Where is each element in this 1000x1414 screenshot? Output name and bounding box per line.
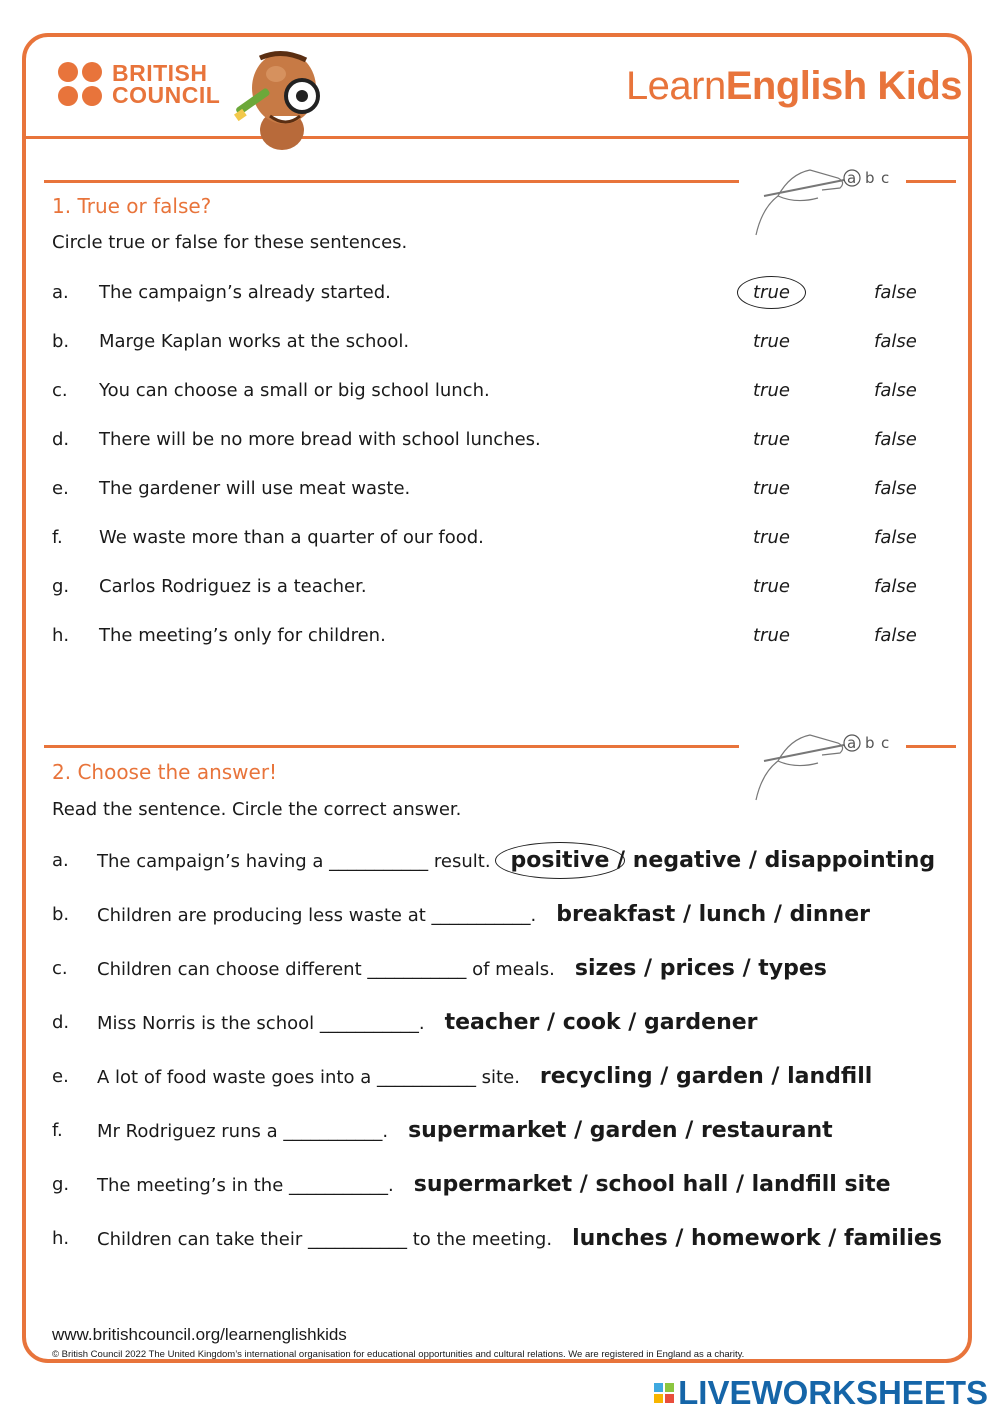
answer-option[interactable]: restaurant [700,1118,833,1143]
hand-letter-a: a [847,734,857,752]
item-sentence: Mr Rodriguez runs a ___________. [97,1121,389,1142]
british-council-dots-icon [58,62,102,106]
item-letter: e. [52,478,69,499]
answer-option[interactable]: homework [691,1226,821,1251]
writing-hand-icon [748,160,906,240]
option-true[interactable]: true [753,527,790,548]
learnenglish-kids-logo [626,64,962,109]
logo-line-2: COUNCIL [112,82,221,108]
item-letter: g. [52,1174,70,1195]
footer-url[interactable]: www.britishcouncil.org/learnenglishkids [52,1325,347,1344]
item-sentence: Carlos Rodriguez is a teacher. [99,576,367,597]
section2-title: 2. Choose the answer! [52,760,278,784]
answer-option[interactable]: positive [510,848,610,873]
answer-option[interactable]: breakfast [556,902,676,927]
item-sentence: The campaign’s having a ___________ result. [97,851,491,872]
logo-learn: Learn [625,64,726,108]
hand-letter-b: b [865,169,875,187]
answer-option[interactable]: landfill site [751,1172,891,1197]
answer-option[interactable]: lunches [572,1226,668,1251]
option-true[interactable]: true [753,380,790,401]
item-sentence: The meeting’s in the ___________. [97,1175,394,1196]
option-false[interactable]: false [874,429,917,450]
logo-line-1: BRITISH [112,60,208,86]
item-letter: f. [52,1120,63,1141]
answer-option[interactable]: recycling [539,1064,653,1089]
section2-rule-right [906,745,956,748]
item-sentence: Children can take their ___________ to the meeting. [97,1229,553,1250]
option-true[interactable]: true [753,576,790,597]
option-false[interactable]: false [874,331,917,352]
answer-option[interactable]: disappointing [764,848,936,873]
item-sentence: Children are producing less waste at ___________. [97,905,537,926]
item-sentence: Miss Norris is the school ___________. [97,1013,425,1034]
item-letter: a. [52,282,69,303]
writing-hand-icon [748,725,906,805]
option-false[interactable]: false [874,282,917,303]
section2-instruction: Read the sentence. Circle the correct answer. [52,799,462,820]
hand-letter-b: b [865,734,875,752]
section1-rule-right [906,180,956,183]
hand-letter-c: c [881,169,890,187]
option-true[interactable]: true [753,429,790,450]
answer-option[interactable]: negative [632,848,742,873]
item-sentence: You can choose a small or big school lunch. [99,380,490,401]
option-true[interactable]: true [753,282,790,303]
option-false[interactable]: false [874,576,917,597]
option-false[interactable]: false [874,478,917,499]
item-letter: c. [52,380,68,401]
answer-option[interactable]: gardener [643,1010,758,1035]
answer-option[interactable]: garden [589,1118,678,1143]
option-false[interactable]: false [874,625,917,646]
hand-letter-c: c [881,734,890,752]
item-sentence: The campaign’s already started. [99,282,391,303]
section1-instruction: Circle true or false for these sentences. [52,232,408,253]
item-sentence: Children can choose different ___________ of meals. [97,959,555,980]
item-sentence: The gardener will use meat waste. [99,478,411,499]
item-letter: b. [52,904,70,925]
section2-rule-left [44,745,739,748]
answer-option[interactable]: landfill [787,1064,873,1089]
mascot-character-icon [232,44,332,154]
item-sentence: Marge Kaplan works at the school. [99,331,410,352]
answer-option[interactable]: teacher [444,1010,540,1035]
option-false[interactable]: false [874,380,917,401]
answer-option[interactable]: sizes [574,956,637,981]
answer-option[interactable]: school hall [595,1172,729,1197]
item-letter: a. [52,850,69,871]
hand-letter-a: a [847,169,857,187]
section1-title: 1. True or false? [52,194,212,218]
item-sentence: The meeting’s only for children. [99,625,386,646]
header-divider [26,136,972,139]
liveworksheets-icon [654,1383,674,1403]
answer-option[interactable]: prices [659,956,735,981]
option-true[interactable]: true [753,331,790,352]
item-letter: b. [52,331,70,352]
item-letter: c. [52,958,68,979]
option-false[interactable]: false [874,527,917,548]
item-letter: d. [52,429,70,450]
item-sentence: A lot of food waste goes into a ___________ site. [97,1067,520,1088]
item-letter: d. [52,1012,70,1033]
item-letter: e. [52,1066,69,1087]
item-sentence: There will be no more bread with school lunches. [99,429,541,450]
answer-option[interactable]: garden [675,1064,764,1089]
british-council-logo [58,62,220,106]
footer-copyright: © British Council 2022 The United Kingdom’s international organisation for educational opportunities and cultural relations. We are registered in England as a charity. [52,1349,745,1360]
answer-option[interactable]: lunch [698,902,767,927]
answer-option[interactable]: dinner [789,902,870,927]
watermark-text: LIVEWORKSHEETS [678,1374,988,1411]
answer-option[interactable]: supermarket [413,1172,573,1197]
option-true[interactable]: true [753,478,790,499]
answer-option[interactable]: types [758,956,827,981]
logo-english-kids: English Kids [725,64,962,108]
answer-option[interactable]: supermarket [408,1118,567,1143]
option-true[interactable]: true [753,625,790,646]
liveworksheets-watermark [654,1374,988,1412]
item-letter: h. [52,625,70,646]
section1-rule-left [44,180,739,183]
answer-option[interactable]: families [843,1226,942,1251]
item-letter: f. [52,527,63,548]
answer-option[interactable]: cook [562,1010,621,1035]
item-sentence: We waste more than a quarter of our food. [99,527,484,548]
item-letter: g. [52,576,70,597]
item-letter: h. [52,1228,70,1249]
